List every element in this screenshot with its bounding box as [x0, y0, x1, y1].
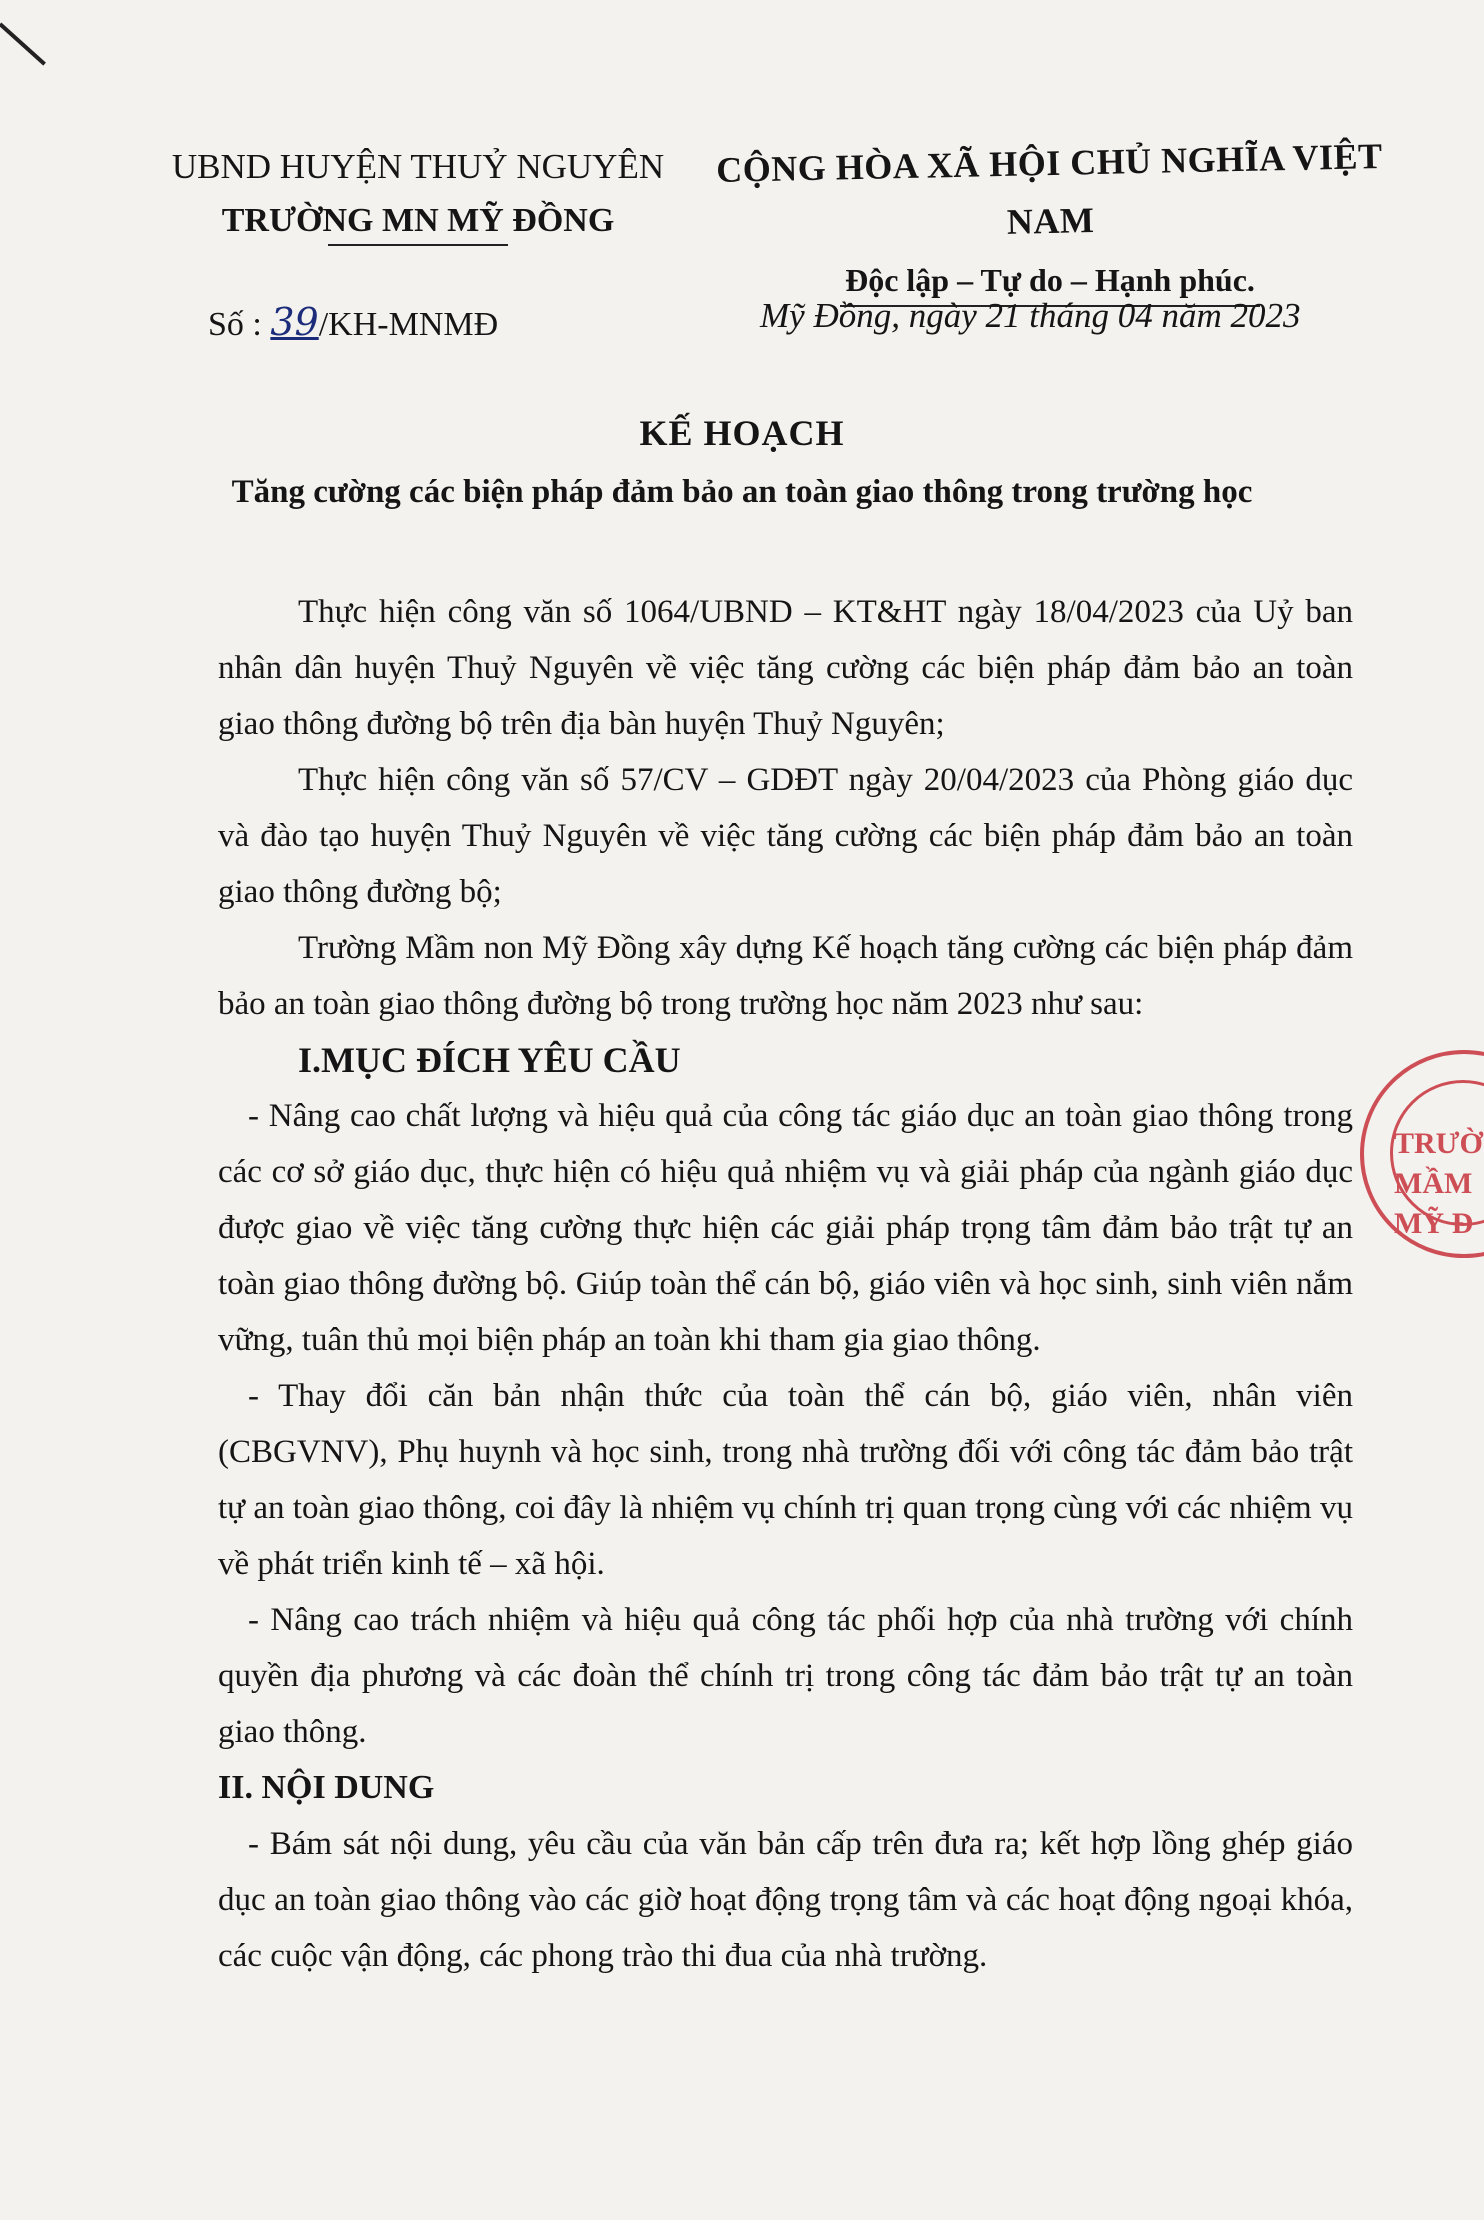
section-heading: II. NỘI DUNG	[218, 1769, 435, 1806]
paragraph: Thực hiện công văn số 57/CV – GDĐT ngày 20/04/2023 của Phòng giáo dục và đào tạo huyện Thuỷ Nguyên về việc tăng cường các biện pháp đảm bảo an toàn giao thông đường bộ;	[218, 762, 1353, 910]
list-item: - Bám sát nội dung, yêu cầu của văn bản cấp trên đưa ra; kết hợp lồng ghép giáo dục an toàn giao thông vào các giờ hoạt động trọng tâm và các hoạt động ngoại khóa, các cuộc vận động, các phong trào thi đua của nhà trường.	[218, 1826, 1353, 1974]
doc-number-suffix: /KH-MNMĐ	[318, 306, 499, 343]
national-header	[680, 134, 1420, 307]
corner-pen-mark	[0, 23, 46, 66]
doc-number-handwritten: 39	[270, 300, 319, 344]
list-item: - Nâng cao trách nhiệm và hiệu quả công tác phối hợp của nhà trường với chính quyền địa phương và các đoàn thể chính trị trong công tác đảm bảo trật tự an toàn giao thông.	[218, 1602, 1353, 1750]
issuer-authority: UBND HUYỆN THUỶ NGUYÊN	[171, 147, 665, 186]
seal-text	[1394, 1124, 1483, 1244]
doc-number-prefix: Số :	[208, 306, 271, 343]
document-title: KẾ HOẠCH	[639, 413, 845, 453]
paragraph: Thực hiện công văn số 1064/UBND – KT&HT ngày 18/04/2023 của Uỷ ban nhân dân huyện Thuỷ Nguyên về việc tăng cường các biện pháp đảm bảo an toàn giao thông đường bộ trên địa bàn huyện Thuỷ Nguyên;	[218, 594, 1353, 742]
nation-name: CỘNG HÒA XÃ HỘI CHỦ NGHĨA VIỆT NAM	[715, 136, 1383, 242]
document-subtitle: Tăng cường các biện pháp đảm bảo an toàn giao thông trong trường học	[231, 474, 1253, 510]
seal-text-line: MỸ Đ	[1394, 1207, 1474, 1240]
seal-text-line: TRƯỜ	[1394, 1127, 1483, 1160]
list-item: - Nâng cao chất lượng và hiệu quả của công tác giáo dục an toàn giao thông trong các cơ sở giáo dục, thực hiện có hiệu quả nhiệm vụ và giải pháp của ngành giáo dục được giao về việc tăng cường thực hiện các giải pháp trọng tâm đảm bảo trật tự an toàn giao thông đường bộ. Giúp toàn thể cán bộ, giáo viên và học sinh, sinh viên nắm vững, tuân thủ mọi biện pháp an toàn khi tham gia giao thông.	[218, 1098, 1353, 1358]
paragraph: Trường Mầm non Mỹ Đồng xây dựng Kế hoạch tăng cường các biện pháp đảm bảo an toàn giao thông đường bộ trong trường học năm 2023 như sau:	[218, 930, 1353, 1022]
place-date: Mỹ Đồng, ngày 21 tháng 04 năm 2023	[760, 296, 1301, 335]
issuer-block	[168, 140, 668, 246]
list-item: - Thay đổi căn bản nhận thức của toàn thể cán bộ, giáo viên, nhân viên (CBGVNV), Phụ huynh và học sinh, trong nhà trường đối với công tác đảm bảo trật tự an toàn giao thông, coi đây là nhiệm vụ chính trị quan trọng cùng với các nhiệm vụ về phát triển kinh tế – xã hội.	[218, 1378, 1353, 1582]
issuer-school: TRƯỜNG MN MỸ ĐỒNG	[221, 202, 615, 239]
seal-text-line: MẦM	[1394, 1167, 1473, 1200]
section-heading: I.MỤC ĐÍCH YÊU CẦU	[298, 1040, 681, 1080]
document-number	[208, 300, 498, 344]
national-motto: Độc lập – Tự do – Hạnh phúc.	[845, 262, 1255, 298]
official-seal	[1360, 1050, 1484, 1258]
document-body	[218, 584, 1353, 1984]
